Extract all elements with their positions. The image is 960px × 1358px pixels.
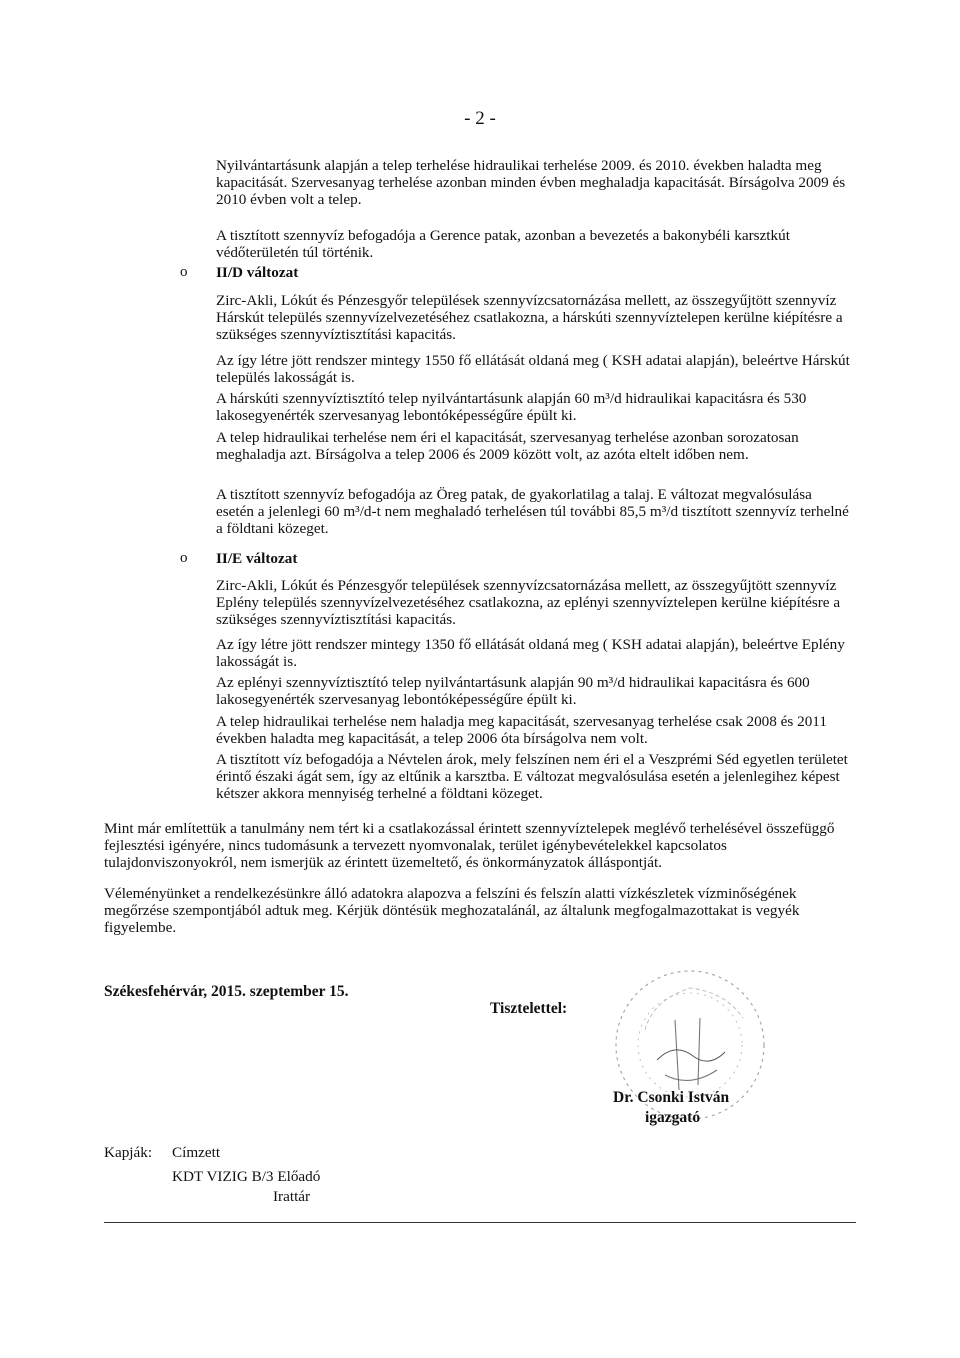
variant-d-population: Az így létre jött rendszer mintegy 1550 fő ellátását oldaná meg ( KSH adatai alapján), beleértve Hárskút település lakosságát is. [216,352,850,387]
variant-e-heading: II/E változat [216,550,298,567]
paragraph-gerence-recipient: A tisztított szennyvíz befogadója a Gerence patak, azonban a bevezetés a bakonybéli karsztkút védőterületén túl történik. [216,227,790,262]
variant-d-load: A telep hidraulikai terhelése nem éri el kapacitását, szervesanyag terhelése azonban sorozatosan meghaladja azt. Bírságolva a telep 2006 és 2009 között volt, az azóta eltelt időben nem. [216,429,799,464]
variant-e-capacity: Az eplényi szennyvíztisztító telep nyilvántartásunk alapján 90 m³/d hidraulikai kapacitásra és 600 lakosegyenérték szervesanyag lebontóképességűre épült ki. [216,674,810,709]
variant-d-recipient: A tisztított szennyvíz befogadója az Öreg patak, de gyakorlatilag a talaj. E változat megvalósulása esetén a jelenlegi 60 m³/d-t nem meghaladó terhelésen túl további 85,5 m³/d tisztított szennyvíz terhelné a földtani közeget. [216,486,849,538]
variant-e-recipient: A tisztított víz befogadója a Névtelen árok, mely felszínen nem éri el a Veszprémi Séd egyetlen területet érintő északi ágát sem, így az eltűnik a karsztba. E változat megvalósulása esetén a jelenlegihez képest kétszer akkora mennyiség terhelné a földtani közeget. [216,751,848,803]
footer-divider [104,1222,856,1223]
regards-line: Tisztelettel: [490,1000,568,1017]
variant-e-description: Zirc-Akli, Lókút és Pénzesgyőr települések szennyvízcsatornázása mellett, az összegyűjtött szennyvíz Eplény település szennyvízelvezetéséhez csatlakozna, az eplényi szennyvíztelepen kerülne kiépítésre a szükséges szennyvíztisztítási kapacitás. [216,577,841,629]
recipients-label: Kapják: [104,1144,153,1161]
bullet-marker: o [180,550,188,566]
paragraph-load-history: Nyilvántartásunk alapján a telep terhelése hidraulikai terhelése 2009. és 2010. években haladta meg kapacitását. Szervesanyag terhelése azonban minden évben meghaladja kapacitását. Bírságolva 2009 és 2010 évben volt a telep. [216,157,846,209]
place-and-date: Székesfehérvár, 2015. szeptember 15. [104,983,349,1000]
recipient-item: Irattár [273,1188,311,1205]
variant-e-population: Az így létre jött rendszer mintegy 1350 fő ellátását oldaná meg ( KSH adatai alapján), beleértve Eplény lakosságát is. [216,636,845,671]
closing-paragraph-1: Mint már említettük a tanulmány nem tért ki a csatlakozással érintett szennyvíztelepek meglévő terhelésével összefüggő fejlesztési igényére, nincs tudomásunk a tervezett nyomvonalak, terület igénybevételekkel kapcsolatos tulajdonviszonyokról, nem ismerjük az érintett üzemeltető, és önkormányzatok álláspontját. [104,820,835,872]
signer-title: igazgató [645,1109,701,1126]
variant-d-capacity: A hárskúti szennyvíztisztító telep nyilvántartásunk alapján 60 m³/d hidraulikai kapacitásra és 530 lakosegyenérték szervesanyag lebontóképességűre épült ki. [216,390,807,425]
variant-d-description: Zirc-Akli, Lókút és Pénzesgyőr települések szennyvízcsatornázása mellett, az összegyűjtött szennyvíz Hárskút település szennyvízelvezetéséhez csatlakozna, a hárskúti szennyvíztelepen kerülne kiépítésre a szükséges szennyvíztisztítási kapacitás. [216,292,843,344]
page-number: - 2 - [464,108,496,129]
bullet-marker: o [180,264,188,280]
closing-paragraph-2: Véleményünket a rendelkezésünkre álló adatokra alapozva a felszíni és felszín alatti vízkészletek vízminőségének megőrzése szempontjából adtuk meg. Kérjük döntésük meghozatalánál, az általunk megfogalmazottakat is vegyék figyelembe. [104,885,800,937]
signer-block [613,1088,729,1128]
signer-name: Dr. Csonki István [613,1089,730,1106]
recipient-item: KDT VIZIG B/3 Előadó [172,1168,321,1185]
variant-e-load: A telep hidraulikai terhelése nem haladja meg kapacitását, szervesanyag terhelése csak 2008 és 2011 években haladta meg kapacitását, a telep 2006 óta bírságolva nem volt. [216,713,827,748]
recipient-item: Címzett [172,1144,221,1161]
variant-d-heading: II/D változat [216,264,299,281]
